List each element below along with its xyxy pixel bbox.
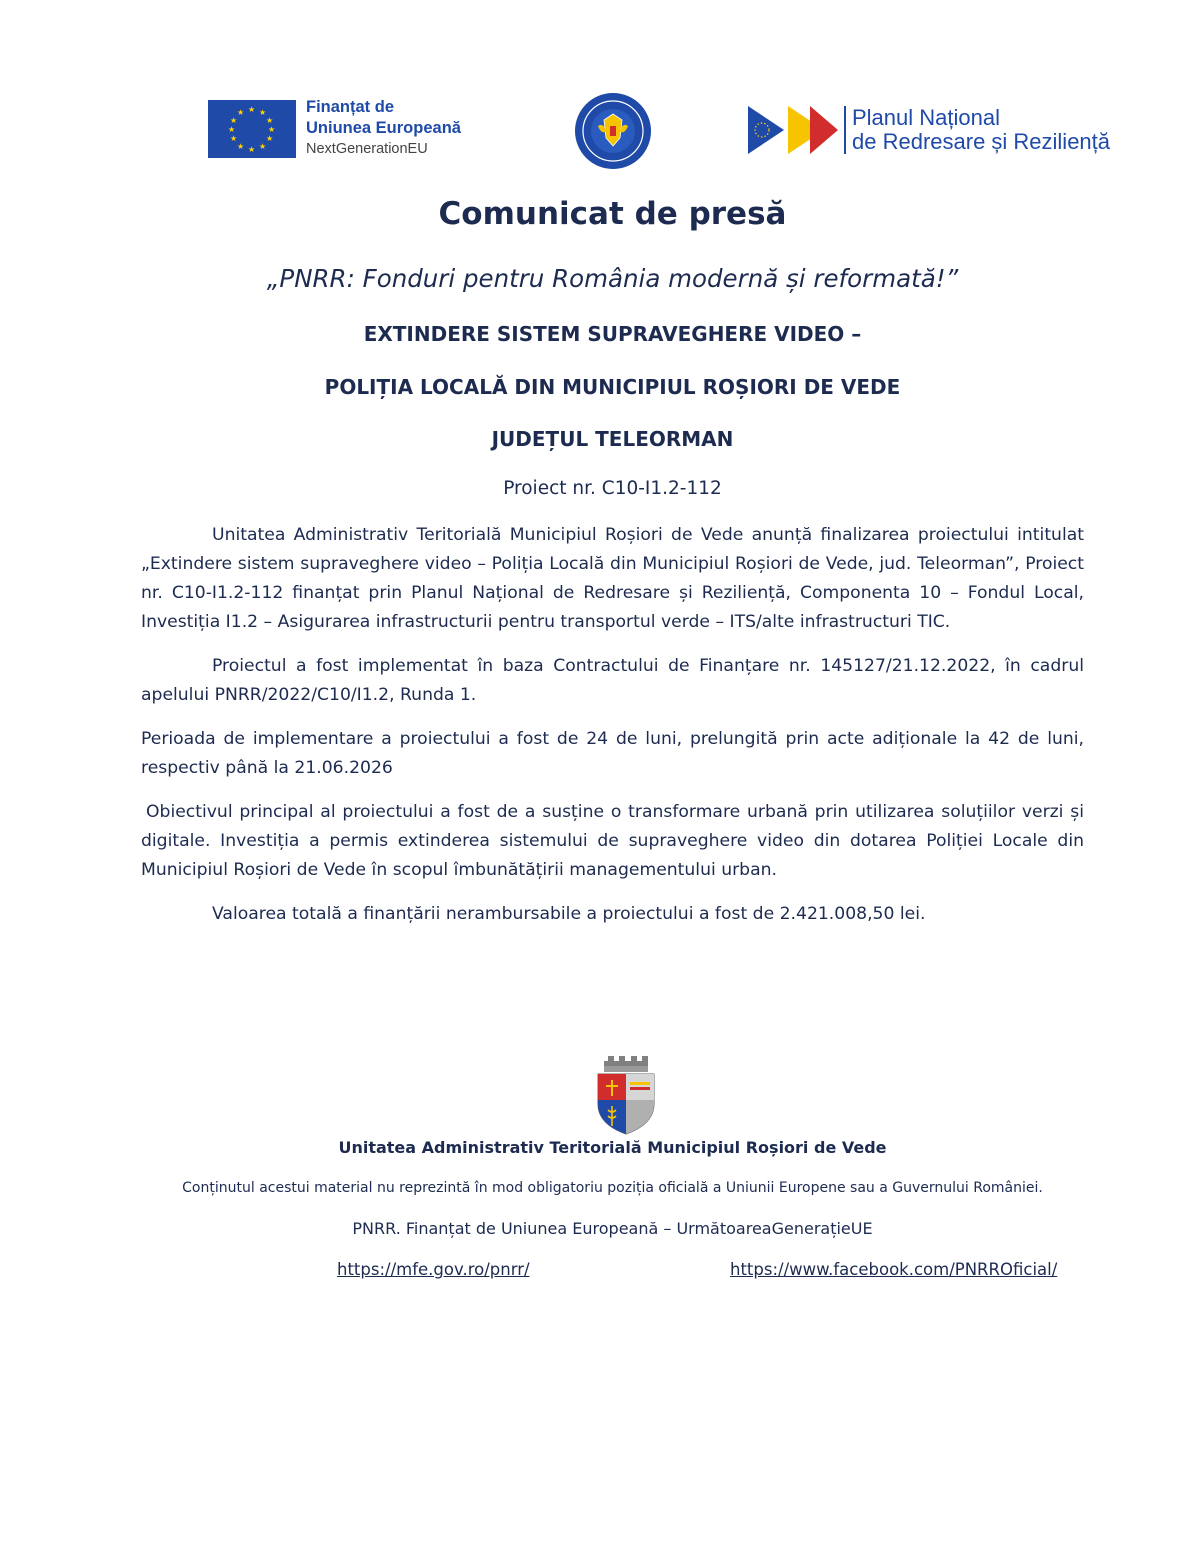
footer-disclaimer: Conținutul acestui material nu reprezintă în mod obligatoriu poziția oficială a Uniunii Europene sau a Guvernului României. [182,1180,1043,1196]
paragraph-intro: Unitatea Administrativ Teritorială Municipiul Roșiori de Vede anunță finalizarea proiectului intitulat „Extindere sistem supraveghere video – Poliția Locală din Municipiul Roșiori de Vede, jud. Teleorman”, Proiect nr. C10-I1.2-112 finanțat prin Planul Național de Redresare și Reziliență, Componenta 10 – Fondul Local, Investiția I1.2 – Asigurarea infrastructurii pentru transportul verde – ITS/alte infrastructuri TIC. [141,525,1084,632]
facebook-pnrr-link[interactable]: https://www.facebook.com/PNRROficial/ [730,1260,1058,1279]
pnrr-arrows-icon [748,104,840,156]
press-release-body [141,521,1084,944]
government-seal-icon [574,92,652,170]
municipality-crest-icon [596,1052,656,1136]
eu-logo-line2: Uniunea Europeană [306,119,461,137]
header-logos [0,90,1200,170]
eu-logo-line1: Finanțat de [306,98,395,116]
project-heading-line3: JUDEȚUL TELEORMAN [491,427,734,451]
page-title: Comunicat de presă [438,196,787,232]
pnrr-logo-line1: Planul Național [852,105,1000,130]
mfe-pnrr-link[interactable]: https://mfe.gov.ro/pnrr/ [337,1260,530,1279]
project-heading-line1: EXTINDERE SISTEM SUPRAVEGHERE VIDEO – [363,322,862,346]
eu-flag-icon: ★ ★ ★ ★ ★ ★ ★ ★ ★ ★ ★ ★ [208,100,296,158]
paragraph-contract: Proiectul a fost implementat în baza Contractului de Finanțare nr. 145127/21.12.2022, în cadrul apelului PNRR/2022/C10/I1.2, Runda 1. [141,656,1084,705]
eu-logo-line3: NextGenerationEU [306,141,428,157]
pnrr-logo [748,104,1110,156]
project-heading-line2: POLIȚIA LOCALĂ DIN MUNICIPIUL ROȘIORI DE VEDE [324,375,901,399]
paragraph-period: Perioada de implementare a proiectului a fost de 24 de luni, prelungită prin acte adiționale la 42 de luni, respectiv până la 21.06.2026 [141,729,1084,778]
footer-organization: Unitatea Administrativ Teritorială Municipiul Roșiori de Vede [338,1138,887,1157]
paragraph-value: Valoarea totală a finanțării nerambursabile a proiectului a fost de 2.421.008,50 lei. [212,904,926,924]
slogan: „PNRR: Fonduri pentru România modernă și reformată!” [266,264,959,293]
eu-funding-logo [208,100,461,159]
pnrr-logo-line2: de Redresare și Reziliență [852,129,1111,154]
footer-funded-by: PNRR. Finanțat de Uniunea Europeană – UrmătoareaGenerațieUE [352,1219,873,1238]
paragraph-objective: Obiectivul principal al proiectului a fost de a susține o transformare urbană prin utilizarea soluțiilor verzi și digitale. Investiția a permis extinderea sistemului de supraveghere video din dotarea Poliției Locale din Municipiul Roșiori de Vede în scopul îmbunătățirii managementului urban. [141,802,1084,880]
project-number: Proiect nr. C10-I1.2-112 [503,478,722,499]
